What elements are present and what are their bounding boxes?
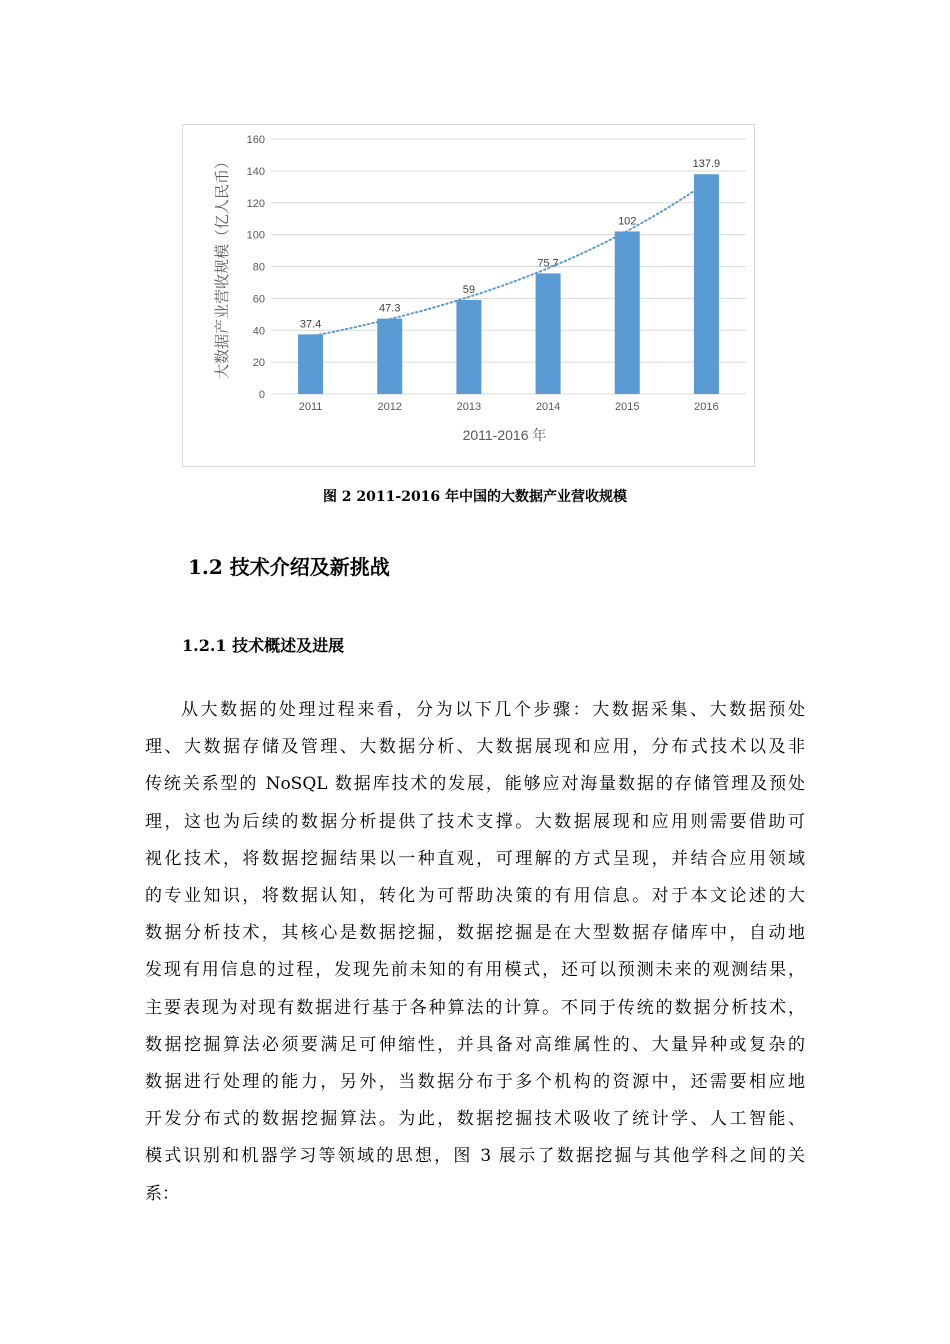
data-label: 37.4 [299,318,322,331]
y-tick-label: 40 [252,325,265,338]
paragraph-line: 理、大数据存储及管理、大数据分析、大数据展现和应用，分布式技术以及非 [145,737,805,758]
paragraph-line: 主要表现为对现有数据进行基于各种算法的计算。不同于传统的数据分析技术， [145,997,805,1018]
figure-caption: 图 2 2011-2016 年中国的大数据产业营收规模 [322,489,628,505]
paragraph-line: 数据分析技术，其核心是数据挖掘，数据挖掘是在大型数据存储库中，自动地 [145,923,805,944]
paragraph-line: 开发分布式的数据挖掘算法。为此，数据挖掘技术吸收了统计学、人工智能、 [145,1109,805,1130]
paragraph-line: 模式识别和机器学习等领域的思想，图 3 展示了数据挖掘与其他学科之间的关 [145,1146,805,1167]
trendline [311,183,707,337]
x-tick-label: 2013 [456,401,482,413]
y-tick-label: 60 [252,293,265,306]
paragraph-line: 数据挖掘算法必须要满足可伸缩性，并具备对高维属性的、大量异种或复杂的 [145,1034,805,1055]
paragraph-line: 发现有用信息的过程，发现先前未知的有用模式，还可以预测未来的观测结果， [145,960,805,981]
data-label: 59 [462,283,476,296]
x-tick-label: 2011 [298,401,323,413]
data-label: 102 [618,215,637,228]
y-tick-label: 20 [252,357,265,370]
x-tick-label: 2015 [615,401,640,413]
bar-chart [183,125,756,468]
section-heading: 1.2 技术介绍及新挑战 [188,555,390,579]
x-tick-label: 2012 [377,401,402,413]
paragraph-line: 传统关系型的 NoSQL 数据库技术的发展，能够应对海量数据的存储管理及预处 [145,774,805,795]
y-axis-title: 大数据产业营收规模（亿人民币） [214,153,231,380]
x-tick-label: 2014 [535,401,561,413]
bar [694,174,719,394]
chart-frame [182,124,755,467]
paragraph-line: 理，这也为后续的数据分析提供了技术支撑。大数据展现和应用则需要借助可 [145,811,805,832]
paragraph-line: 从大数据的处理过程来看，分为以下几个步骤：大数据采集、大数据预处 [181,700,805,720]
data-label: 47.3 [379,302,401,315]
y-tick-label: 140 [246,165,265,178]
x-axis-title: 2011-2016 年 [462,427,547,443]
paragraph-line: 系： [145,1183,179,1204]
paragraph-line: 的专业知识，将数据认知，转化为可帮助决策的有用信息。对于本文论述的大 [145,886,805,907]
paragraph-line: 视化技术，将数据挖掘结果以一种直观，可理解的方式呈现，并结合应用领域 [145,848,805,869]
bar [615,231,640,394]
bar [298,334,323,394]
paragraph-line: 数据进行处理的能力，另外，当数据分布于多个机构的资源中，还需要相应地 [145,1072,805,1093]
x-tick-label: 2016 [694,401,719,413]
y-tick-label: 80 [252,261,265,274]
bar [456,300,481,394]
body-paragraph [145,692,805,1213]
subsection-heading: 1.2.1 技术概述及进展 [182,636,345,655]
bar [377,319,402,394]
data-label: 75.7 [537,257,559,270]
bar [536,273,561,394]
y-tick-label: 160 [246,134,265,146]
y-tick-label: 120 [246,197,265,210]
y-tick-label: 0 [258,389,265,401]
data-label: 137.9 [692,158,721,171]
y-tick-label: 100 [246,229,265,242]
